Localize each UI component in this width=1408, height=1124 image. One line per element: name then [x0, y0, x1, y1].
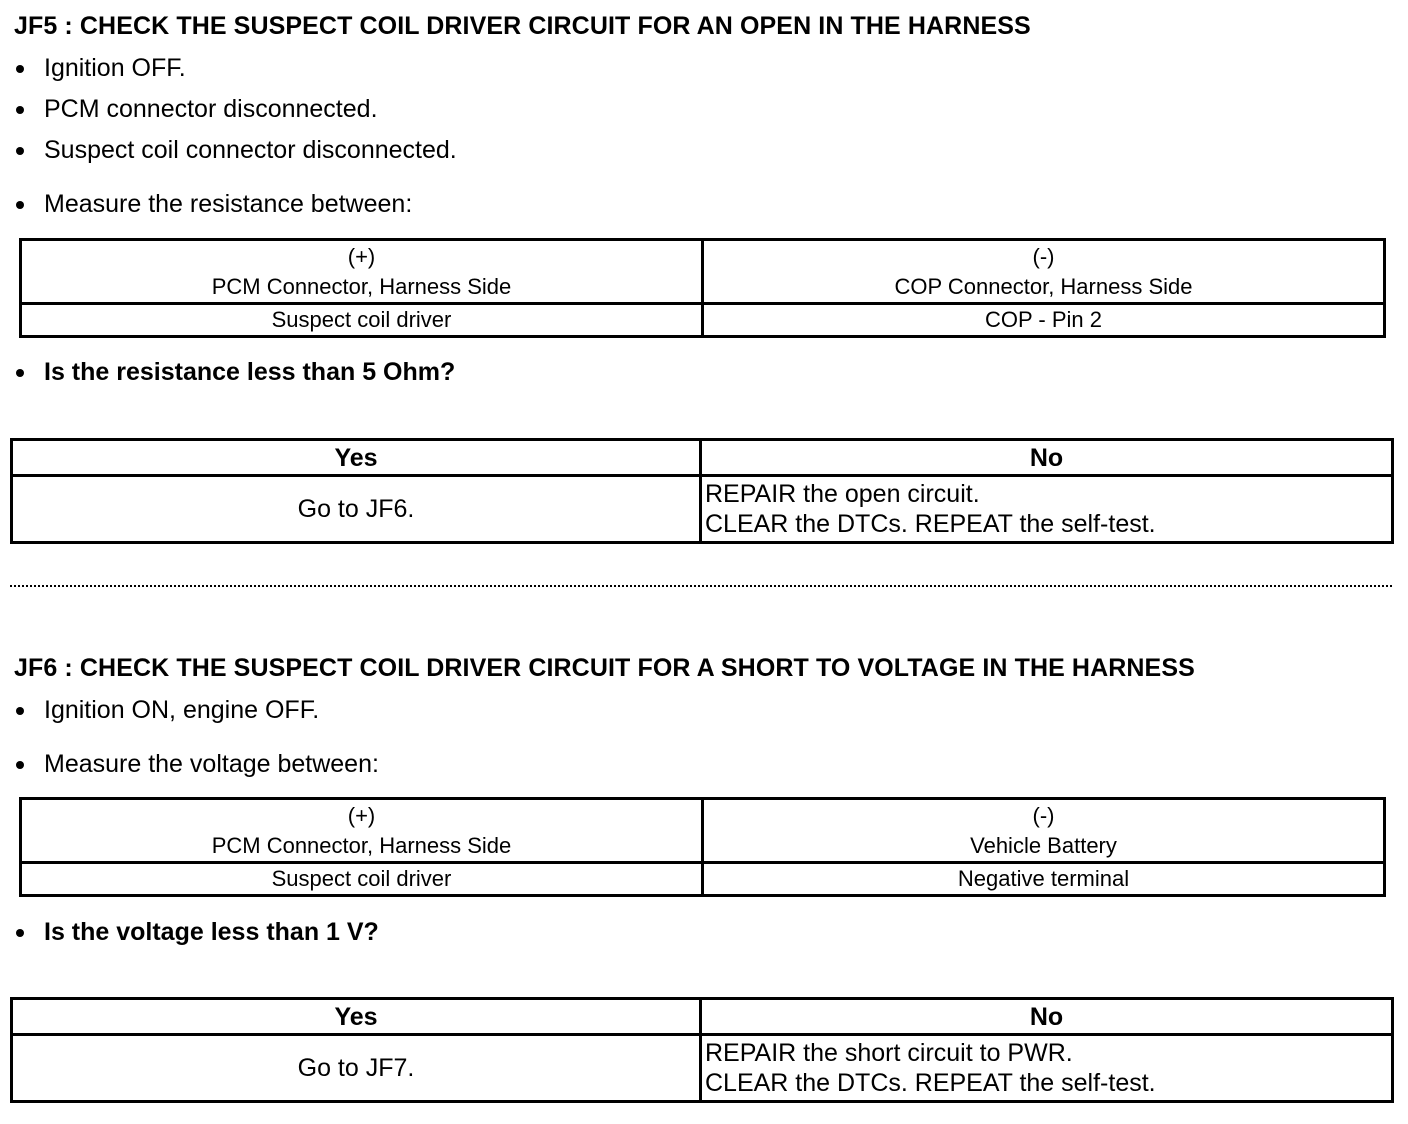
bullet-icon: [16, 201, 24, 209]
jf6-question-text: Is the voltage less than 1 V?: [44, 918, 379, 946]
jf5-condition-text: Suspect coil connector disconnected.: [44, 136, 457, 164]
jf5-condition-text: Ignition OFF.: [44, 54, 186, 82]
neg-label: COP Connector, Harness Side: [894, 273, 1193, 299]
pos-label: PCM Connector, Harness Side: [211, 273, 512, 299]
jf6-question: [14, 918, 379, 947]
jf5-condition-item: [14, 136, 457, 165]
bullet-icon: [16, 65, 24, 73]
jf6-heading: JF6 : CHECK THE SUSPECT COIL DRIVER CIRCUIT FOR A SHORT TO VOLTAGE IN THE HARNESS: [14, 654, 1195, 682]
table-row: [12, 999, 1393, 1035]
yes-header: Yes: [12, 999, 701, 1035]
neg-label: Vehicle Battery: [970, 832, 1117, 858]
neg-sign: (-): [1032, 243, 1055, 269]
jf6-instruction: [14, 750, 379, 779]
pos-label: PCM Connector, Harness Side: [211, 832, 512, 858]
bullet-icon: [16, 369, 24, 377]
neg-value-cell: Negative terminal: [703, 863, 1385, 896]
pos-header-cell: [21, 799, 703, 863]
jf5-result-table: [10, 438, 1394, 544]
no-action: [701, 476, 1393, 543]
table-row: [21, 863, 1385, 896]
yes-action: Go to JF6.: [12, 476, 701, 543]
jf5-question-text: Is the resistance less than 5 Ohm?: [44, 358, 456, 386]
table-row: [21, 799, 1385, 863]
jf5-question: [14, 358, 455, 387]
no-action-line: CLEAR the DTCs. REPEAT the self-test.: [705, 1069, 1156, 1097]
bullet-icon: [16, 106, 24, 114]
pos-sign: (+): [347, 243, 376, 269]
table-row: [21, 304, 1385, 337]
no-header: No: [701, 440, 1393, 476]
jf5-instruction: [14, 190, 412, 219]
section-divider: [10, 585, 1392, 587]
table-row: [12, 1035, 1393, 1102]
table-row: [12, 440, 1393, 476]
jf6-result-table: [10, 997, 1394, 1103]
jf6-condition-text: Ignition ON, engine OFF.: [44, 696, 320, 724]
no-action-line: CLEAR the DTCs. REPEAT the self-test.: [705, 510, 1156, 538]
neg-value-cell: COP - Pin 2: [703, 304, 1385, 337]
no-action-line: REPAIR the short circuit to PWR.: [705, 1039, 1073, 1067]
no-action-line: REPAIR the open circuit.: [705, 480, 980, 508]
pos-header-cell: [21, 240, 703, 304]
yes-action: Go to JF7.: [12, 1035, 701, 1102]
bullet-icon: [16, 147, 24, 155]
jf5-condition-text: PCM connector disconnected.: [44, 95, 378, 123]
jf5-heading: JF5 : CHECK THE SUSPECT COIL DRIVER CIRCUIT FOR AN OPEN IN THE HARNESS: [14, 12, 1031, 40]
pos-value-cell: Suspect coil driver: [21, 863, 703, 896]
jf5-condition-item: [14, 54, 186, 83]
jf6-condition-item: [14, 696, 319, 725]
neg-header-cell: [703, 240, 1385, 304]
jf5-measurement-table: [19, 238, 1386, 338]
jf5-instruction-text: Measure the resistance between:: [44, 190, 413, 218]
neg-sign: (-): [1032, 802, 1055, 828]
jf5-condition-item: [14, 95, 378, 124]
pos-sign: (+): [347, 802, 376, 828]
neg-header-cell: [703, 799, 1385, 863]
bullet-icon: [16, 707, 24, 715]
jf6-instruction-text: Measure the voltage between:: [44, 750, 379, 778]
bullet-icon: [16, 761, 24, 769]
table-row: [12, 476, 1393, 543]
jf6-measurement-table: [19, 797, 1386, 897]
bullet-icon: [16, 929, 24, 937]
yes-header: Yes: [12, 440, 701, 476]
table-row: [21, 240, 1385, 304]
no-action: [701, 1035, 1393, 1102]
no-header: No: [701, 999, 1393, 1035]
pos-value-cell: Suspect coil driver: [21, 304, 703, 337]
